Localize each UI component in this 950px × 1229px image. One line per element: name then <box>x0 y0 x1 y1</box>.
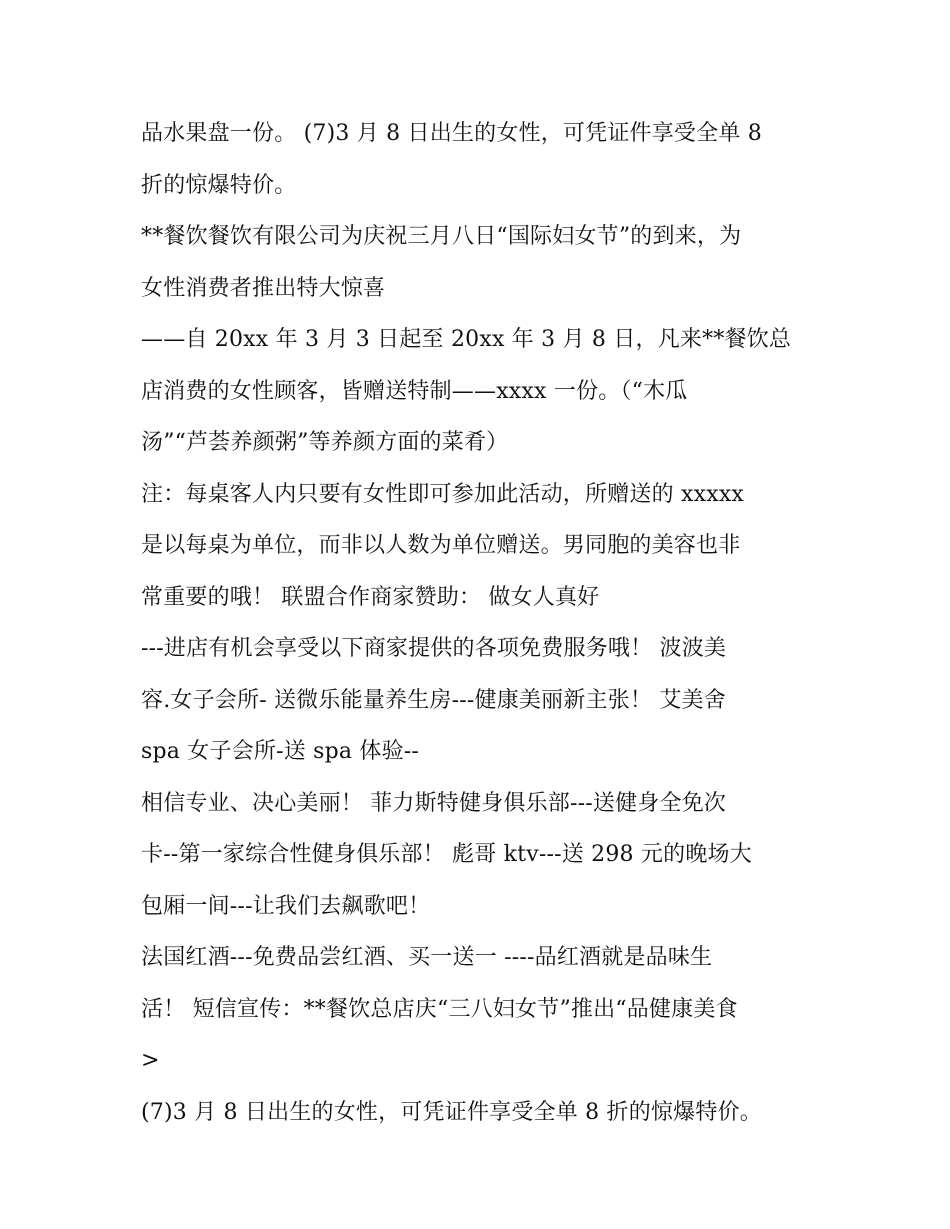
text-line: spa 女子会所-送 spa 体验-- <box>141 739 420 764</box>
text-line: 包厢一间---让我们去飙歌吧！ <box>141 893 431 919</box>
text-line: > <box>141 1048 160 1073</box>
text-line: ——自 20xx 年 3 月 3 日起至 20xx 年 3 月 8 日，凡来**餐饮总 <box>141 327 792 352</box>
text-line: 汤”“芦荟养颜粥”等养颜方面的菜肴） <box>141 430 509 455</box>
text-line: **餐饮餐饮有限公司为庆祝三月八日“国际妇女节”的到来，为 <box>141 224 742 249</box>
text-line: 活！ 短信宣传：**餐饮总店庆“三八妇女节”推出“品健康美食 <box>141 996 738 1022</box>
text-line: 卡--第一家综合性健身俱乐部！ 彪哥 ktv---送 298 元的晚场大 <box>141 842 752 867</box>
document-body <box>141 108 821 1138</box>
text-line: 女性消费者推出特大惊喜 <box>141 275 386 301</box>
text-line: ---进店有机会享受以下商家提供的各项免费服务哦！ 波波美 <box>141 636 727 661</box>
text-line: 相信专业、决心美丽！ 菲力斯特健身俱乐部---送健身全免次 <box>141 790 727 816</box>
text-line: 法国红酒---免费品尝红酒、买一送一 ----品红酒就是品味生 <box>141 945 713 970</box>
text-line: 是以每桌为单位，而非以人数为单位赠送。男同胞的美容也非 <box>141 533 741 558</box>
text-line: 品水果盘一份。 (7)3 月 8 日出生的女性，可凭证件享受全单 8 <box>141 121 762 146</box>
text-line: 店消费的女性顾客，皆赠送特制——xxxx 一份。（“木瓜 <box>141 378 688 404</box>
text-line: 常重要的哦！ 联盟合作商家赞助： 做女人真好 <box>141 584 600 610</box>
text-line: 容.女子会所- 送微乐能量养生房---健康美丽新主张！ 艾美舍 <box>141 687 726 713</box>
text-line: 注：每桌客人内只要有女性即可参加此活动，所赠送的 xxxxx <box>141 481 745 507</box>
text-line: 折的惊爆特价。 <box>141 172 297 198</box>
text-line: (7)3 月 8 日出生的女性，可凭证件享受全单 8 折的惊爆特价。 <box>141 1099 762 1125</box>
